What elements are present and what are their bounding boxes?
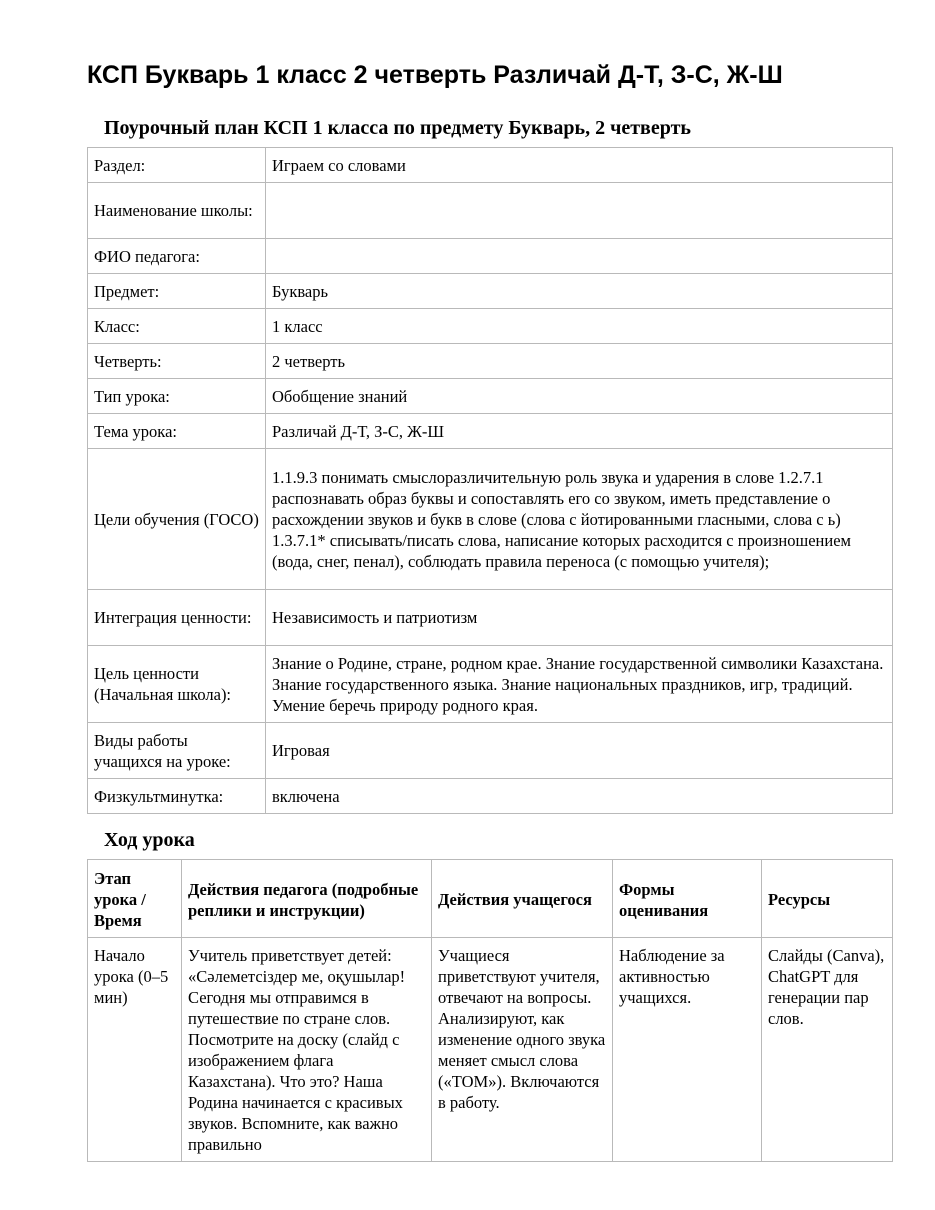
info-value: 1 класс — [266, 309, 893, 344]
column-header-stage: Этап урока / Время — [88, 860, 182, 938]
info-row-work-types — [88, 723, 893, 779]
info-value: 2 четверть — [266, 344, 893, 379]
info-value: Различай Д-Т, З-С, Ж-Ш — [266, 414, 893, 449]
lesson-info-table — [87, 147, 893, 814]
info-label: Наименование школы: — [88, 183, 266, 239]
info-row-grade — [88, 309, 893, 344]
info-label: Интеграция ценности: — [88, 590, 266, 646]
info-row-topic — [88, 414, 893, 449]
info-value: Независимость и патриотизм — [266, 590, 893, 646]
resources-cell: Слайды (Canva), ChatGPT для генерации пар слов. — [762, 938, 893, 1162]
info-label: Виды работы учащихся на уроке: — [88, 723, 266, 779]
info-label: ФИО педагога: — [88, 239, 266, 274]
lesson-heading: Ход урока — [104, 829, 195, 851]
plan-heading: Поурочный план КСП 1 класса по предмету Букварь, 2 четверть — [104, 117, 691, 139]
student-actions-cell: Учащиеся приветствуют учителя, отвечают на вопросы. Анализируют, как изменение одного звука меняет смысл слова («ТОМ»). Включаются в работу. — [432, 938, 613, 1162]
document-title: КСП Букварь 1 класс 2 четверть Различай Д-Т, З-С, Ж-Ш — [87, 61, 783, 89]
teacher-actions-cell: Учитель приветствует детей: «Сәлеметсіздер ме, оқушылар! Сегодня мы отправимся в путешествие по стране слов. Посмотрите на доску (слайд с изображением флага Казахстана). Что это? Наша Родина начинается с красивых звуков. Вспомните, как важно правильно — [182, 938, 432, 1162]
info-value: Знание о Родине, стране, родном крае. Знание государственной символики Казахстана. Знание государственного языка. Знание национальных праздников, игр, традиций. Умение беречь природу родного края. — [266, 646, 893, 723]
info-row-school — [88, 183, 893, 239]
info-value: Обобщение знаний — [266, 379, 893, 414]
info-value: Букварь — [266, 274, 893, 309]
info-label: Тема урока: — [88, 414, 266, 449]
info-value: Игровая — [266, 723, 893, 779]
info-row-subject — [88, 274, 893, 309]
info-row-quarter — [88, 344, 893, 379]
info-label: Цели обучения (ГОСО) — [88, 449, 266, 590]
info-label: Класс: — [88, 309, 266, 344]
column-header-assessment: Формы оценивания — [613, 860, 762, 938]
assessment-cell: Наблюдение за активностью учащихся. — [613, 938, 762, 1162]
info-value — [266, 183, 893, 239]
column-header-resources: Ресурсы — [762, 860, 893, 938]
info-label: Тип урока: — [88, 379, 266, 414]
info-row-section — [88, 148, 893, 183]
info-label: Предмет: — [88, 274, 266, 309]
info-value: 1.1.9.3 понимать смыслоразличительную роль звука и ударения в слове 1.2.7.1 распознавать образ буквы и сопоставлять его со звуком, иметь представление о расхождении звуков и букв в слове (слова с йотированными гласными, слова с ь) 1.3.7.1* списывать/писать слова, написание которых расходится с произношением (вода, снег, пенал), соблюдать правила переноса (с помощью учителя); — [266, 449, 893, 590]
info-row-lesson-type — [88, 379, 893, 414]
info-row-learning-goals — [88, 449, 893, 590]
info-row-exercise-break — [88, 779, 893, 814]
info-value — [266, 239, 893, 274]
column-header-teacher-actions: Действия педагога (подробные реплики и инструкции) — [182, 860, 432, 938]
info-row-value-goal — [88, 646, 893, 723]
info-label: Четверть: — [88, 344, 266, 379]
column-header-student-actions: Действия учащегося — [432, 860, 613, 938]
info-label: Раздел: — [88, 148, 266, 183]
stage-cell: Начало урока (0–5 мин) — [88, 938, 182, 1162]
info-value: Играем со словами — [266, 148, 893, 183]
lesson-table-header-row — [88, 860, 893, 938]
table-row — [88, 938, 893, 1162]
info-label: Физкультминутка: — [88, 779, 266, 814]
info-row-teacher — [88, 239, 893, 274]
info-row-values — [88, 590, 893, 646]
info-label: Цель ценности (Начальная школа): — [88, 646, 266, 723]
lesson-flow-table — [87, 859, 893, 1162]
info-value: включена — [266, 779, 893, 814]
